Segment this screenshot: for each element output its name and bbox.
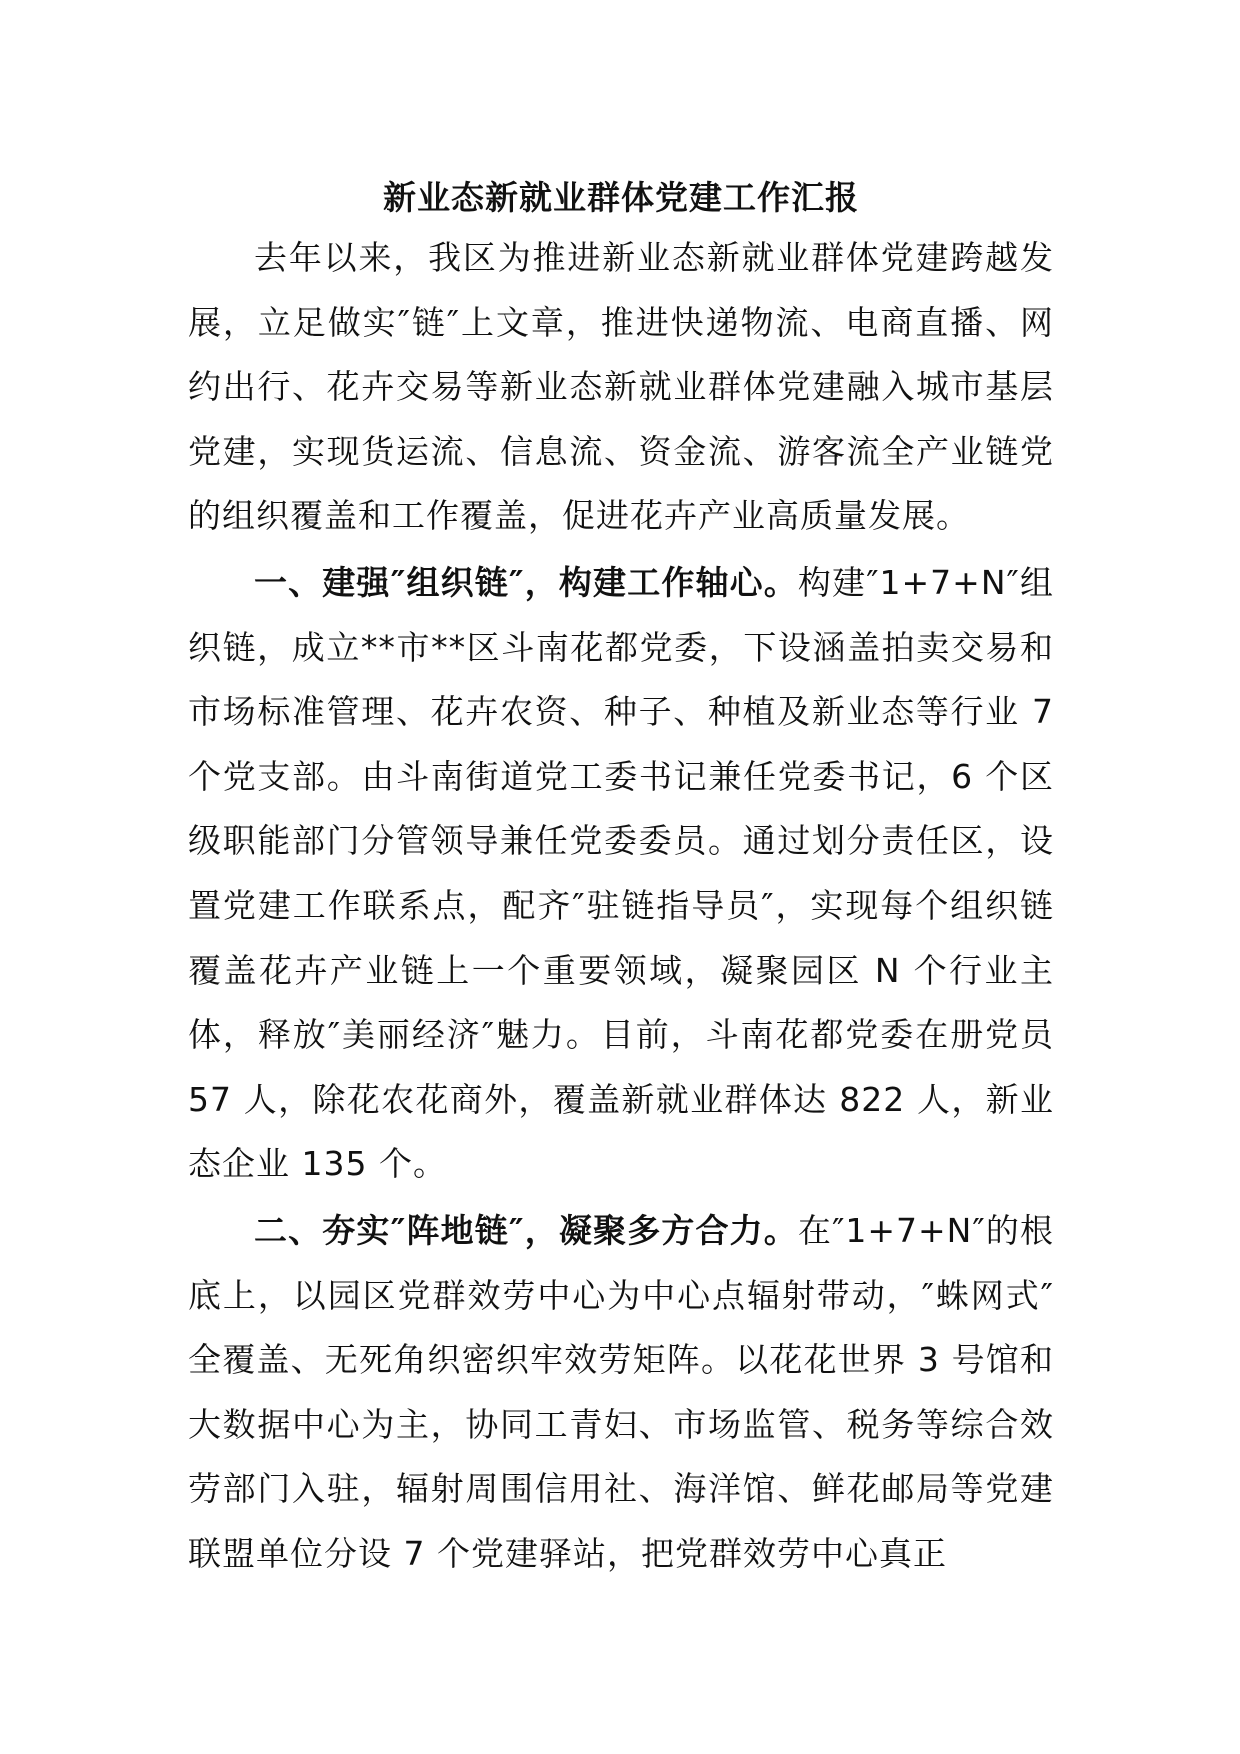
section-2-text: 在″1+7+N″的根底上，以园区党群效劳中心为中心点辐射带动，″蛛网式″全覆盖、无死角织密织牢效劳矩阵。以花花世界 3 号馆和大数据中心为主，协同工青妇、市场监管、税务等综合效劳部门入驻，辐射周围信用社、海洋馆、鲜花邮局等党建联盟单位分设 7 个党建驿站，把党群效劳中心真正 (188, 1210, 1054, 1573)
section-1-text: 构建″1+7+N″组织链，成立**市**区斗南花都党委，下设涵盖拍卖交易和市场标准管理、花卉农资、种子、种植及新业态等行业 7 个党支部。由斗南街道党工委书记兼任党委书记，6 个区级职能部门分管领导兼任党委委员。通过划分责任区，设置党建工作联系点，配齐″驻链指导员″，实现每个组织链覆盖花卉产业链上一个重要领域，凝聚园区 N 个行业主体，释放″美丽经济″魅力。目前，斗南花都党委在册党员 57 人，除花农花商外，覆盖新就业群体达 822 人，新业态企业 135 个。 (188, 562, 1054, 1184)
section-2-heading: 二、夯实″阵地链″，凝聚多方合力。 (254, 1210, 798, 1250)
section-1-heading: 一、建强″组织链″，构建工作轴心。 (254, 562, 798, 602)
paragraph-section-1 (188, 551, 1054, 1197)
document-title: 新业态新就业群体党建工作汇报 (383, 178, 859, 217)
paragraph-intro (188, 226, 1054, 549)
document-page (188, 170, 1054, 1586)
paragraph-intro-text: 去年以来，我区为推进新业态新就业群体党建跨越发展，立足做实″链″上文章，推进快递物流、电商直播、网约出行、花卉交易等新业态新就业群体党建融入城市基层党建，实现货运流、信息流、资金流、游客流全产业链党的组织覆盖和工作覆盖，促进花卉产业高质量发展。 (188, 238, 1054, 536)
paragraph-section-2 (188, 1199, 1054, 1587)
